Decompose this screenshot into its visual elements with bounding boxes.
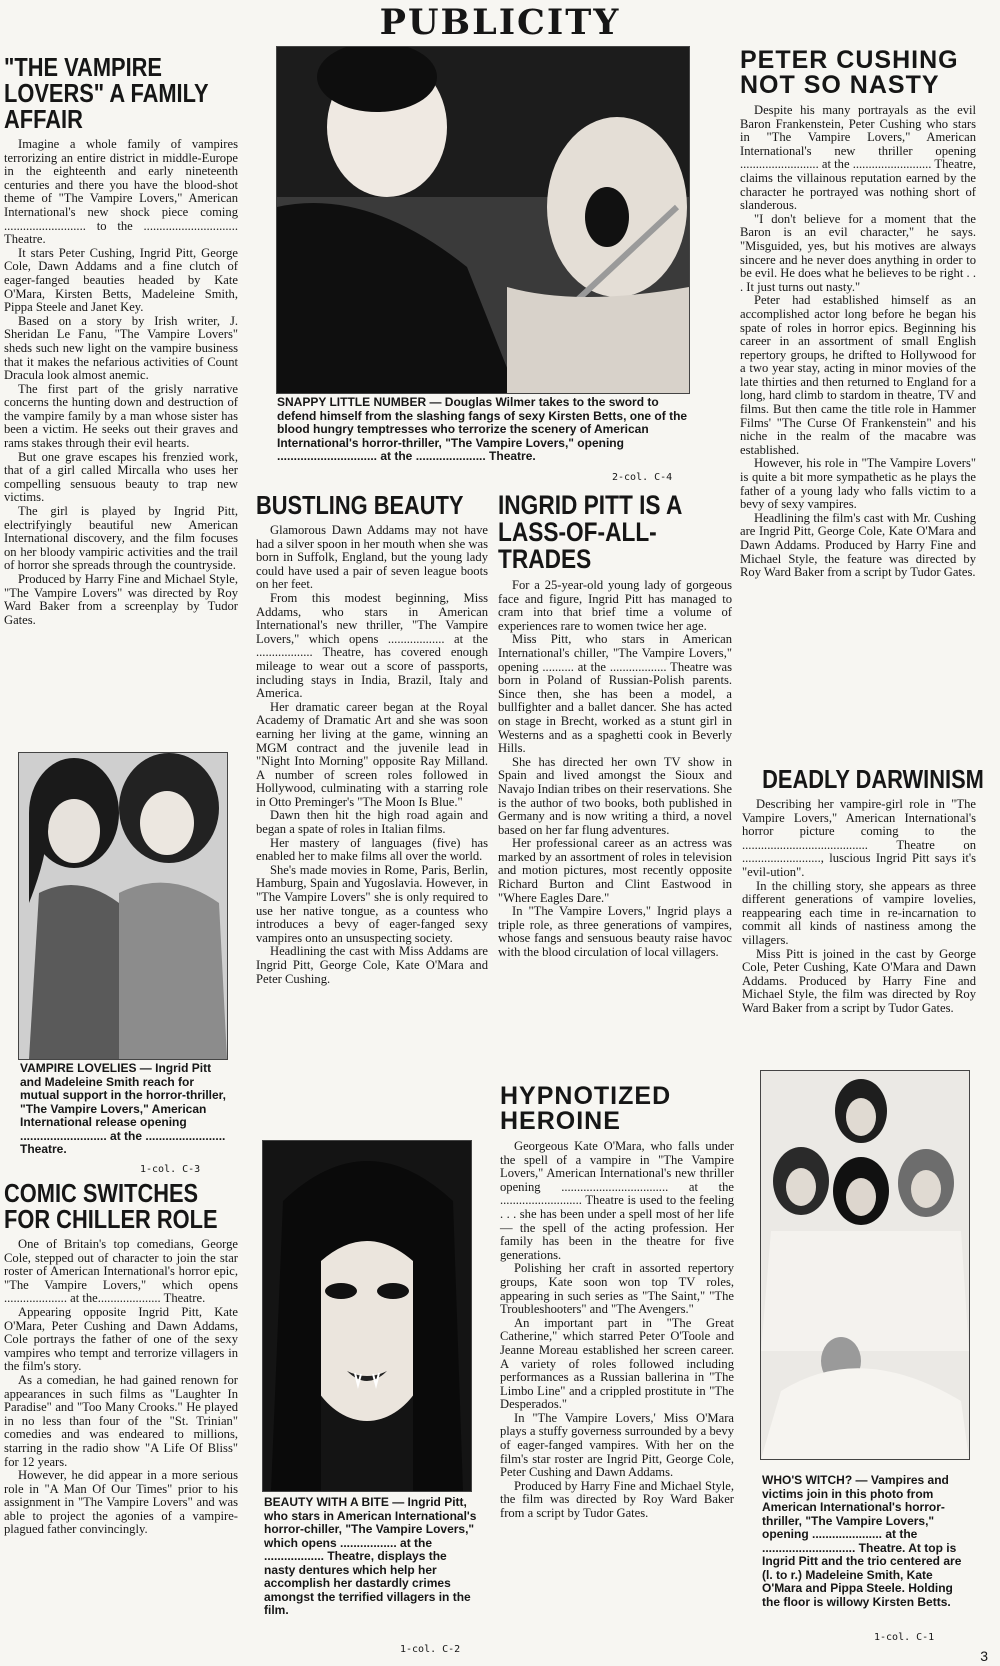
article-hypnotized-heroine xyxy=(500,1084,734,1521)
photo-beauty-with-a-bite xyxy=(262,1140,472,1492)
paragraph: In "The Vampire Lovers," Ingrid plays a triple role, as three generations of vampires, whose fangs and sensuous beauty raise havoc with the blood circulation of local villagers. xyxy=(498,904,732,960)
caption-snappy-little-number xyxy=(277,396,691,464)
paragraph: Her dramatic career began at the Royal Academy of Dramatic Art and she was soon earning her living at the game, winning an MGM contract and the juvenile lead in "Night Into Morning" opposite Ray Milland. A number of screen roles followed in Hollywood, culminating with a starring role in Otto Preminger's "The Moon Is Blue." xyxy=(256,699,488,809)
photo-snappy-little-number xyxy=(276,46,690,394)
photo-illustration xyxy=(277,47,689,393)
paragraph: One of Britain's top comedians, George Cole, stepped out of character to join the star roster of American International's horror epic, "The Vampire Lovers," which opens .................... at the.................... Theatre. xyxy=(4,1237,238,1306)
paragraph: But one grave escapes his frenzied work, that of a girl called Mircalla who uses her compelling sensuous beauty to trap new victims. xyxy=(4,449,238,505)
caption-text: WHO'S WITCH? — Vampires and victims join in this photo from American International's horror-thriller, "The Vampire Lovers," opening ..................... at the ............................ Theatre. At top is Ingrid Pitt and the trio centered are (l. to r.) Madeleine Smith, Kate O'Mara and Pippa Steele. Holding the floor is willowy Kirsten Betts. xyxy=(762,1473,962,1609)
paragraph: However, his role in "The Vampire Lovers" is quite a bit more sympathetic as he plays the father of a young lady who falls victim to a bevy of sexy vampires. xyxy=(740,456,976,512)
paragraph: Imagine a whole family of vampires terrorizing an entire district in middle-Europe in the eighteenth and early nineteenth centuries and there you have the blood-shot theme of "The Vampire Lovers," American International's new shock piece coming .......................... to the .............................. Theatre. xyxy=(4,137,238,247)
paragraph: However, he did appear in a more serious role in "A Man Of Our Times" prior to his assignment in "The Vampire Lovers" and was able to project the agonies of a vampire-plagued father convincingly. xyxy=(4,1468,238,1537)
headline: HYPNOTIZED HEROINE xyxy=(500,1082,672,1135)
paragraph: Produced by Harry Fine and Michael Style, "The Vampire Lovers" was directed by Roy Ward Baker from a screenplay by Tudor Gates. xyxy=(4,572,238,627)
article-body xyxy=(4,138,238,627)
caption-text: BEAUTY WITH A BITE — Ingrid Pitt, who stars in American International's horror-chiller, "The Vampire Lovers," which opens ................. at the .................. Theatre, displays the nasty dentures which help her accomplish her dastardly crimes amongst the terrified villagers in the film. xyxy=(264,1495,477,1617)
masthead: PUBLICITY xyxy=(379,2,621,43)
caption-whos-witch xyxy=(762,1474,974,1609)
headline: PETER CUSHING NOT SO NASTY xyxy=(740,46,959,99)
article-vampire-lovers xyxy=(4,54,238,627)
paragraph: Miss Pitt, who stars in American International's chiller, "The Vampire Lovers," opening .......... at the .................. Theatre was born in Poland of Russian-Polish parents. Since then, she has been a model, a bullfighter and a ballet dancer. She has acted on stage in Brecht, worked as a stunt girl in Westerns and as a spaghetti cook in Beverly Hills. xyxy=(498,632,732,756)
paragraph: Polishing her craft in assorted repertory groups, Kate soon won top TV roles, appearing in such series as "The Saint," "The Troubleshooters" and "The Avengers." xyxy=(500,1261,734,1317)
paragraph: Peter had established himself as an accomplished actor long before he began his spate of roles in horror epics. Beginning his career in an assortment of small English repertory groups, he drifted to Hollywood for a two year stay, acting in minor movies of the late thirties and then returned to England for a long, hard climb to stardom in theatre, TV and films. But then came the title role in Hammer Films' "The Curse Of Frankenstein" and his niche in the realm of the macabre was established. xyxy=(740,293,976,457)
photo-illustration xyxy=(263,1141,471,1491)
paragraph: An important part in "The Great Catherine," which starred Peter O'Toole and Jeanne Moreau established her screen career. A variety of roles followed including performances as a Russian ballerina in "The Limbo Line" and a crippled prostitute in "The Desperados." xyxy=(500,1315,734,1412)
page-number: 3 xyxy=(980,1648,988,1664)
paragraph: Produced by Harry Fine and Michael Style, the film was directed by Roy Ward Baker from a script by Tudor Gates. xyxy=(500,1478,734,1521)
paragraph: Based on a story by Irish writer, J. Sheridan Le Fanu, "The Vampire Lovers" sheds such new light on the vampire business that it makes the nefarious activities of Count Dracula look almost anemic. xyxy=(4,313,238,383)
photo-illustration xyxy=(19,753,227,1059)
headline: BUSTLING BEAUTY xyxy=(256,490,464,520)
paragraph: In the chilling story, she appears as three different generations of vampire lovelies, reappearing each time in re-incarnation to commit all kinds of nastiness among the villagers. xyxy=(742,878,976,947)
paragraph: Georgeous Kate O'Mara, who falls under the spell of a vampire in "The Vampire Lovers," American International's new thriller opening .................................. at the .......................... Theatre is used to the feeling . . . she has been under a spell most of her life — the spell of the acting profession. Her family has been in the theatre for five generations. xyxy=(500,1139,734,1262)
caption-text: VAMPIRE LOVELIES — Ingrid Pitt and Madeleine Smith reach for mutual support in the horror-thriller, "The Vampire Lovers," American International release opening .......................... at the ........................ Theatre. xyxy=(20,1061,227,1156)
ref-c2: 1-col. C-2 xyxy=(400,1644,461,1655)
article-body xyxy=(500,1140,734,1521)
article-bustling-beauty xyxy=(256,492,488,986)
photo-vampire-lovelies xyxy=(18,752,228,1060)
paragraph: She has directed her own TV show in Spain and lived amongst the Sioux and Navajo Indian tribes on their reservations. She is the author of two books, both published in Germany and is now writing a third, a novel based on her far flung adventures. xyxy=(498,754,732,837)
paragraph: Glamorous Dawn Addams may not have had a silver spoon in her mouth when she was born in Suffolk, England, but the young lady could have used a pair of seven league boots on her feet. xyxy=(256,523,488,592)
article-peter-cushing xyxy=(740,48,976,580)
headline: "THE VAMPIRE LOVERS" A FAMILY AFFAIR xyxy=(4,52,209,134)
caption-beauty-with-a-bite xyxy=(264,1496,478,1618)
article-body xyxy=(4,1238,238,1537)
ref-c3: 1-col. C-3 xyxy=(140,1164,201,1175)
caption-text: SNAPPY LITTLE NUMBER — Douglas Wilmer takes to the sword to defend himself from the slashing fangs of sexy Kirsten Betts, one of the blood hungry temptresses who terrorize the scenery of American International's horror-thriller, "The Vampire Lovers," opening .............................. at the ..................... Theatre. xyxy=(277,395,688,463)
caption-vampire-lovelies xyxy=(20,1062,232,1157)
paragraph: It stars Peter Cushing, Ingrid Pitt, George Cole, Dawn Addams and a fine clutch of eager-fanged beauties headed by Kate O'Mara, Kirsten Betts, Madeleine Smith, Pippa Steele and Janet Key. xyxy=(4,245,238,315)
paragraph: For a 25-year-old young lady of gorgeous face and figure, Ingrid Pitt has managed to cram into that brief time a volume of experiences rare to women twice her age. xyxy=(498,578,732,633)
paragraph: The first part of the grisly narrative concerns the hunting down and destruction of the vampire family by a man whose sister has been a victim. He seeks out their graves and rams stakes through their evil hearts. xyxy=(4,381,238,451)
paragraph: Dawn then hit the high road again and began a spate of roles in Italian films. xyxy=(256,808,488,837)
paragraph: Describing her vampire-girl role in "The Vampire Lovers," American International's horror picture coming to the ........................................ Theatre on ........................., luscious Ingrid Pitt says it's "evil-ution". xyxy=(742,797,976,879)
article-comic-switches xyxy=(4,1180,238,1537)
article-ingrid-pitt xyxy=(498,492,732,960)
paragraph: Her professional career as an actress was marked by an assortment of roles in television and motion pictures, most recently opposite Richard Burton and Clint Eastwood in "Where Eagles Dare." xyxy=(498,836,732,905)
headline: COMIC SWITCHES FOR CHILLER ROLE xyxy=(4,1178,218,1234)
paragraph: In "The Vampire Lovers,' Miss O'Mara plays a stuffy governess surrounded by a bevy of eager-fanged vampires. With her on the film's star roster are Ingrid Pitt, George Cole, Peter Cushing and Dawn Addams. xyxy=(500,1410,734,1480)
paragraph: Headlining the cast with Miss Addams are Ingrid Pitt, George Cole, Kate O'Mara and Peter Cushing. xyxy=(256,944,488,986)
paragraph: Appearing opposite Ingrid Pitt, Kate O'Mara, Peter Cushing and Dawn Addams, Cole portrays the father of one of the sexy vampires who tempt and terrorize villagers in the film's story. xyxy=(4,1304,238,1374)
paragraph: "I don't believe for a moment that the Baron is an evil character," he says. "Misguided, yes, but his motives are always sincere and he never does anything in order to be evil. He does what he believes to be right . . . It just turns out nasty." xyxy=(740,211,976,294)
paragraph: As a comedian, he had gained renown for appearances in such films as "Laughter In Paradise" and "Too Many Crooks." He played in no less than four of the "St. Trinian" comedies and was endeared to millions, starring in the radio show "A Life Of Bliss" for 12 years. xyxy=(4,1372,238,1469)
paragraph: The girl is played by Ingrid Pitt, electrifyingly beautiful new American International discovery, and the film focuses on her bloody vampiric activities and the trail of horror she spreads through the countryside. xyxy=(4,504,238,573)
ref-c4: 2-col. C-4 xyxy=(612,472,673,483)
paragraph: Miss Pitt is joined in the cast by George Cole, Peter Cushing, Kate O'Mara and Dawn Addams. Produced by Harry Fine and Michael Style, the film was directed by Roy Ward Baker from a script by Tudor Gates. xyxy=(742,946,976,1015)
article-body xyxy=(498,579,732,960)
photo-whos-witch xyxy=(760,1070,970,1460)
paragraph: She's made movies in Rome, Paris, Berlin, Hamburg, Spain and Yugoslavia. However, in "The Vampire Lovers" she is only required to use her native tongue, as a countess who introduces a bevy of eager-fanged sexy vampires onto an unsuspecting society. xyxy=(256,862,488,945)
paragraph: Headlining the film's cast with Mr. Cushing are Ingrid Pitt, George Cole, Kate O'Mara and Dawn Addams. Produced by Harry Fine and Michael Style, the feature was directed by Roy Ward Baker from a script by Tudor Gates. xyxy=(740,510,976,580)
ref-c1: 1-col. C-1 xyxy=(874,1632,935,1643)
paragraph: From this modest beginning, Miss Addams, who stars in American International's new thriller, "The Vampire Lovers," which opens .................. at the .................. Theatre, has covered enough mileage to wear out a score of passports, including stays in India, Brazil, Italy and America. xyxy=(256,590,488,701)
headline: INGRID PITT IS A LASS-OF-ALL-TRADES xyxy=(498,490,682,574)
article-body xyxy=(256,524,488,986)
paragraph: Her mastery of languages (five) has enabled her to make films all over the world. xyxy=(256,835,488,864)
photo-illustration xyxy=(761,1071,969,1459)
article-body xyxy=(742,798,976,1016)
article-deadly-darwinism xyxy=(742,764,984,1016)
paragraph: Despite his many portrayals as the evil Baron Frankenstein, Peter Cushing who stars in "The Vampire Lovers," American International's new thriller opening ......................... at the ......................... Theatre, claims the villainous reputation earned by the character he portrayed was nothing short of slanderous. xyxy=(740,103,976,213)
headline: DEADLY DARWINISM xyxy=(762,764,984,794)
article-body xyxy=(740,104,976,580)
